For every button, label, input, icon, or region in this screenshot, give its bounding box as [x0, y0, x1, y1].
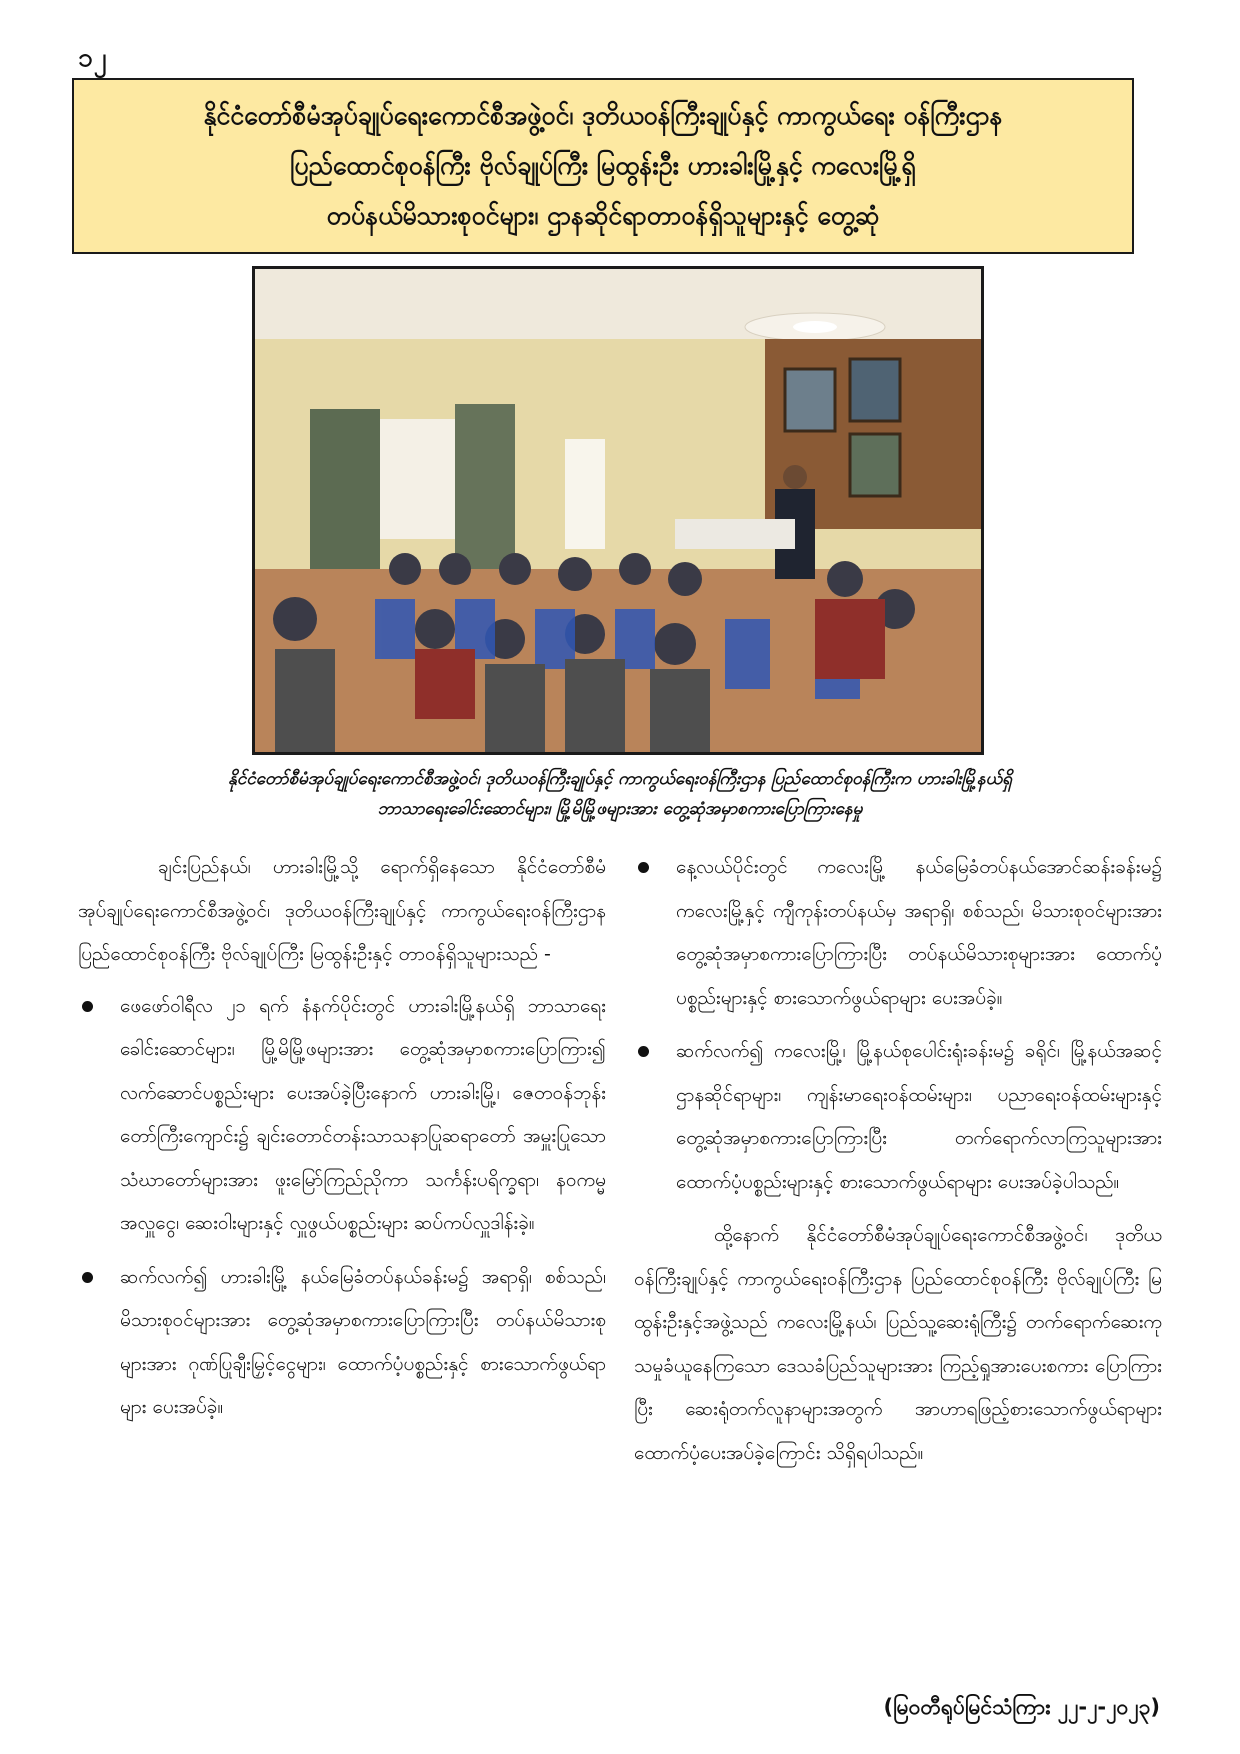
- photo-caption: [72, 764, 1168, 824]
- source-credit: (မြဝတီရုပ်မြင်သံကြား ၂၂-၂-၂၀၂၃): [883, 1695, 1160, 1719]
- headline-line-2: ပြည်ထောင်စုဝန်ကြီး ဗိုလ်ချုပ်ကြီး မြထွန်းဦး ဟားခါးမြို့နှင့် ကလေးမြို့ရှိ: [290, 151, 916, 180]
- bullet-dot-icon: [82, 1272, 93, 1283]
- bullet-item: [78, 985, 606, 1246]
- bullet-item: [634, 846, 1162, 1020]
- headline-line-1: နိုင်ငံတော်စီမံအုပ်ချုပ်ရေးကောင်စီအဖွဲ့ဝင်၊ ဒုတိယဝန်ကြီးချုပ်နှင့် ကာကွယ်ရေး ဝန်ကြီးဌာန: [203, 101, 1003, 130]
- caption-line-1: နိုင်ငံတော်စီမံအုပ်ချုပ်ရေးကောင်စီအဖွဲ့ဝင်၊ ဒုတိယဝန်ကြီးချုပ်နှင့် ကာကွယ်ရေးဝန်ကြီးဌာန ပြည်ထောင်စုဝန်ကြီးက ဟားခါးမြို့နယ်ရှိ: [228, 769, 1012, 789]
- page-number: ၁၂: [78, 43, 108, 73]
- bullet-text: ဖေဖော်ဝါရီလ ၂၁ ရက် နံနက်ပိုင်းတွင် ဟားခါးမြို့နယ်ရှိ ဘာသာရေးခေါင်းဆောင်များ၊ မြို့မိမြို့ဖများအား တွေ့ဆုံအမှာစကားပြောကြား၍ လက်ဆောင်ပစ္စည်းများ ပေးအပ်ခဲ့ပြီးနောက် ဟားခါးမြို့၊ ဇေတဝန်ဘုန်းတော်ကြီးကျောင်း၌ ချင်းတောင်တန်းသာသနာပြုဆရာတော် အမှူးပြုသော သံဃာတော်များအား ဖူးမြော်ကြည်ညိုကာ သင်္ကန်းပရိက္ခရာ၊ နဝကမ္မအလှူငွေ၊ ဆေးဝါးများနှင့် လှူဖွယ်ပစ္စည်းများ ဆပ်ကပ်လှူဒါန်းခဲ့။: [120, 994, 606, 1234]
- bullet-dot-icon: [82, 1001, 93, 1012]
- headline-line-3: တပ်နယ်မိသားစုဝင်များ၊ ဌာနဆိုင်ရာတာဝန်ရှိသူများနှင့် တွေ့ဆုံ: [326, 201, 880, 230]
- bullet-item: [78, 1256, 606, 1430]
- bullet-dot-icon: [638, 862, 649, 873]
- bullet-text: ဆက်လက်၍ ကလေးမြို့၊ မြို့နယ်စုပေါင်းရုံးခန်းမ၌ ခရိုင်၊ မြို့နယ်အဆင့် ဌာနဆိုင်ရာများ၊ ကျန်းမာရေးဝန်ထမ်းများ၊ ပညာရေးဝန်ထမ်းများနှင့် တွေ့ဆုံအမှာစကားပြောကြားပြီး တက်ရောက်လာကြသူများအား ထောက်ပံ့ပစ္စည်းများနှင့် စားသောက်ဖွယ်ရာများ ပေးအပ်ခဲ့ပါသည်။: [676, 1040, 1162, 1193]
- bullet-dot-icon: [638, 1046, 649, 1057]
- article-right-column: [634, 846, 1162, 1475]
- meeting-photo: [252, 266, 984, 755]
- bullet-text: ဆက်လက်၍ ဟားခါးမြို့ နယ်မြေခံတပ်နယ်ခန်းမ၌ အရာရှိ၊ စစ်သည်၊ မိသားစုဝင်များအား တွေ့ဆုံအမှာစကားပြောကြားပြီး တပ်နယ်မိသားစုများအား ဂုဏ်ပြုချီးမြှင့်ငွေများ၊ ထောက်ပံ့ပစ္စည်းနှင့် စားသောက်ဖွယ်ရာများ ပေးအပ်ခဲ့။: [120, 1265, 606, 1418]
- article-closing: ထို့နောက် နိုင်ငံတော်စီမံအုပ်ချုပ်ရေးကောင်စီအဖွဲ့ဝင်၊ ဒုတိယဝန်ကြီးချုပ်နှင့် ကာကွယ်ရေးဝန်ကြီးဌာန ပြည်ထောင်စုဝန်ကြီး ဗိုလ်ချုပ်ကြီး မြထွန်းဦးနှင့်အဖွဲ့သည် ကလေးမြို့နယ်၊ ပြည်သူ့ဆေးရုံကြီး၌ တက်ရောက်ဆေးကုသမှုခံယူနေကြသော ဒေသခံပြည်သူများအား ကြည့်ရှုအားပေးစကား ပြောကြားပြီး ဆေးရုံတက်လူနာများအတွက် အာဟာရဖြည့်စားသောက်ဖွယ်ရာများ ထောက်ပံ့ပေးအပ်ခဲ့ကြောင်း သိရှိရပါသည်။: [634, 1224, 1162, 1464]
- bullet-text: နေ့လယ်ပိုင်းတွင် ကလေးမြို့ နယ်မြေခံတပ်နယ်အောင်ဆန်းခန်းမ၌ ကလေးမြို့နှင့် ကျီကုန်းတပ်နယ်မှ အရာရှိ၊ စစ်သည်၊ မိသားစုဝင်များအား တွေ့ဆုံအမှာစကားပြောကြားပြီး တပ်နယ်မိသားစုများအား ထောက်ပံ့ပစ္စည်းများနှင့် စားသောက်ဖွယ်ရာများ ပေးအပ်ခဲ့။: [676, 856, 1162, 1009]
- bullet-item: [634, 1030, 1162, 1204]
- headline-box: [72, 78, 1134, 254]
- meeting-room-illustration: [255, 269, 981, 752]
- caption-line-2: ဘာသာရေးခေါင်းဆောင်များ၊ မြို့မိမြို့ဖများအား တွေ့ဆုံအမှာစကားပြောကြားနေမှု: [377, 799, 863, 819]
- article-left-column: [78, 846, 606, 1440]
- article-intro: ချင်းပြည်နယ်၊ ဟားခါးမြို့သို့ ရောက်ရှိနေသော နိုင်ငံတော်စီမံအုပ်ချုပ်ရေးကောင်စီအဖွဲ့ဝင်၊ ဒုတိယဝန်ကြီးချုပ်နှင့် ကာကွယ်ရေးဝန်ကြီးဌာန ပြည်ထောင်စုဝန်ကြီး ဗိုလ်ချုပ်ကြီး မြထွန်းဦးနှင့် တာဝန်ရှိသူများသည် -: [78, 856, 606, 965]
